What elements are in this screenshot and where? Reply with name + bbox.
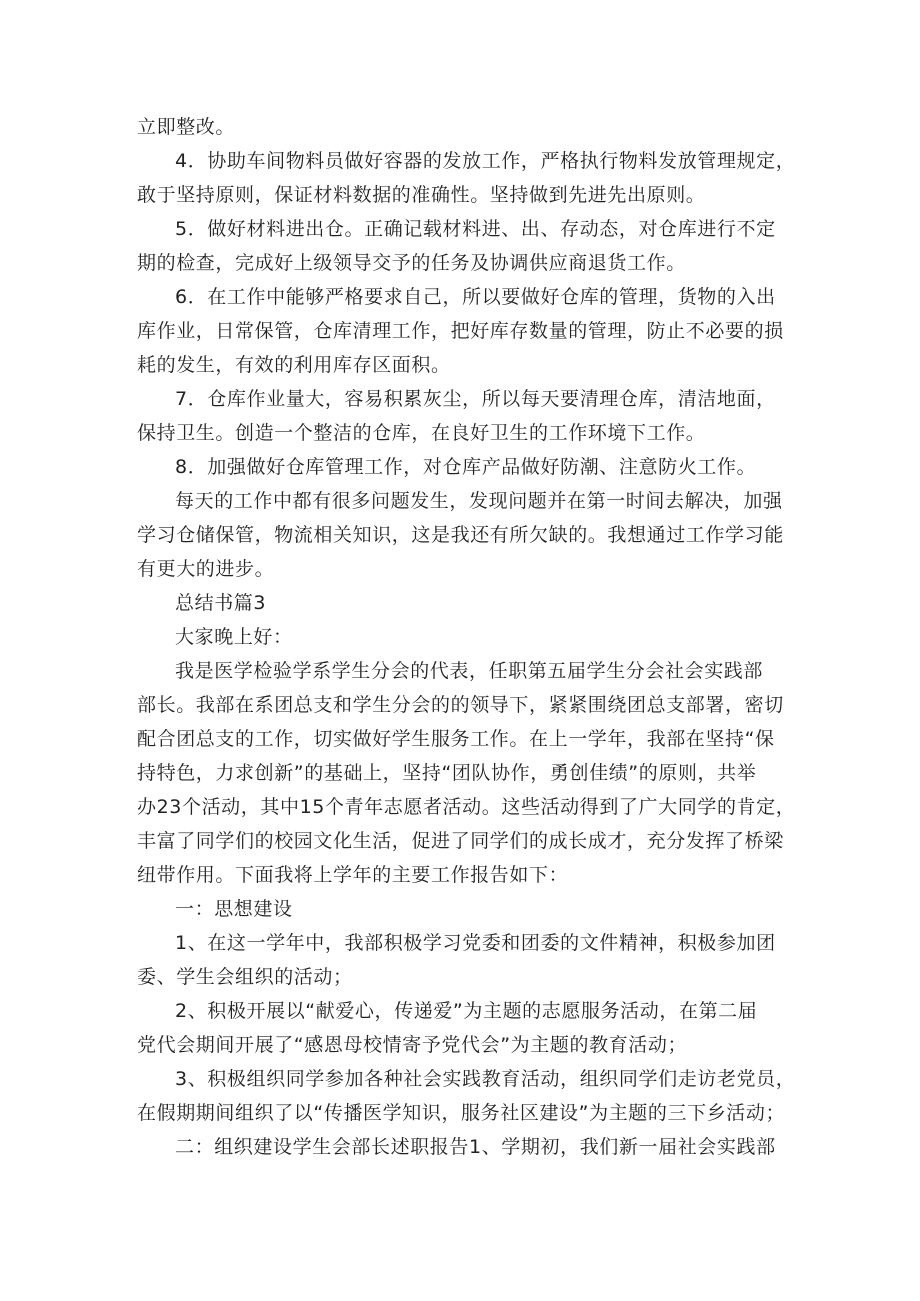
paragraph (137, 212, 793, 280)
text-line: 在假期期间组织了以“传播医学知识，服务社区建设”为主题的三下乡活动； (137, 1102, 786, 1124)
paragraph (137, 484, 793, 586)
paragraph (137, 382, 793, 450)
text-line: 6．在工作中能够严格要求自己，所以要做好仓库的管理，货物的入出 (175, 286, 776, 308)
text-line: 配合团总支的工作，切实做好学生服务工作。在上一学年，我部在坚持“保 (137, 728, 775, 750)
text-line: 办23个活动，其中15个青年志愿者活动。这些活动得到了广大同学的肯定， (137, 796, 796, 818)
text-line: 部长。我部在系团总支和学生分会的的领导下，紧紧围绕团总支部署，密切 (137, 694, 784, 716)
paragraph (137, 144, 796, 212)
text-line: 我是医学检验学系学生分会的代表，任职第五届学生分会社会实践部 (175, 660, 764, 682)
text-line: 一：思想建设 (175, 898, 293, 920)
text-line: 持特色，力求创新”的基础上，坚持“团队协作，勇创佳绩”的原则，共举 (137, 762, 757, 784)
paragraph (137, 892, 793, 926)
paragraph (137, 586, 793, 620)
paragraph (137, 926, 793, 994)
text-line: 耗的发生，有效的利用库存区面积。 (137, 354, 451, 376)
text-line: 党代会期间开展了“感恩母校情寄予党代会”为主题的教育活动； (137, 1034, 688, 1056)
text-line: 有更大的进步。 (137, 558, 275, 580)
paragraph (137, 1130, 793, 1164)
text-line: 二：组织建设学生会部长述职报告1、学期初，我们新一届社会实践部 (175, 1136, 776, 1158)
paragraph (137, 450, 793, 484)
paragraph (137, 1062, 796, 1130)
paragraph (137, 110, 793, 144)
paragraph (137, 280, 793, 382)
paragraph (137, 620, 793, 654)
text-line: 1、在这一学年中，我部积极学习党委和团委的文件精神，积极参加团 (175, 932, 776, 954)
text-line: 7．仓库作业量大，容易积累灰尘，所以每天要清理仓库，清洁地面， (175, 388, 776, 410)
text-line: 每天的工作中都有很多问题发生，发现问题并在第一时间去解决，加强 (175, 490, 783, 512)
text-line: 立即整改。 (137, 116, 236, 138)
paragraph (137, 994, 793, 1062)
text-line: 8．加强做好仓库管理工作，对仓库产品做好防潮、注意防火工作。 (175, 456, 757, 478)
text-line: 保持卫生。创造一个整洁的仓库，在良好卫生的工作环境下工作。 (137, 422, 706, 444)
text-line: 大家晚上好： (175, 626, 293, 648)
text-line: 2、积极开展以“献爱心，传递爱”为主题的志愿服务活动，在第二届 (175, 1000, 758, 1022)
text-line: 丰富了同学们的校园文化生活，促进了同学们的成长成才，充分发挥了桥梁 (137, 830, 784, 852)
text-line: 敢于坚持原则，保证材料数据的准确性。坚持做到先进先出原则。 (137, 184, 706, 206)
text-line: 学习仓储保管，物流相关知识，这是我还有所欠缺的。我想通过工作学习能 (137, 524, 784, 546)
text-line: 库作业，日常保管，仓库清理工作，把好库存数量的管理，防止不必要的损 (137, 320, 784, 342)
text-line: 5．做好材料进出仓。正确记载材料进、出、存动态，对仓库进行不定 (175, 218, 776, 240)
text-line: 4．协助车间物料员做好容器的发放工作，严格执行物料发放管理规定， (175, 150, 796, 172)
text-line: 期的检查，完成好上级领导交予的任务及协调供应商退货工作。 (137, 252, 686, 274)
text-line: 委、学生会组织的活动； (137, 966, 353, 988)
text-line: 总结书篇3 (175, 592, 267, 614)
document-body (137, 110, 796, 1164)
paragraph (137, 654, 796, 892)
text-line: 3、积极组织同学参加各种社会实践教育活动，组织同学们走访老党员， (175, 1068, 796, 1090)
text-line: 纽带作用。下面我将上学年的主要工作报告如下： (137, 864, 569, 886)
